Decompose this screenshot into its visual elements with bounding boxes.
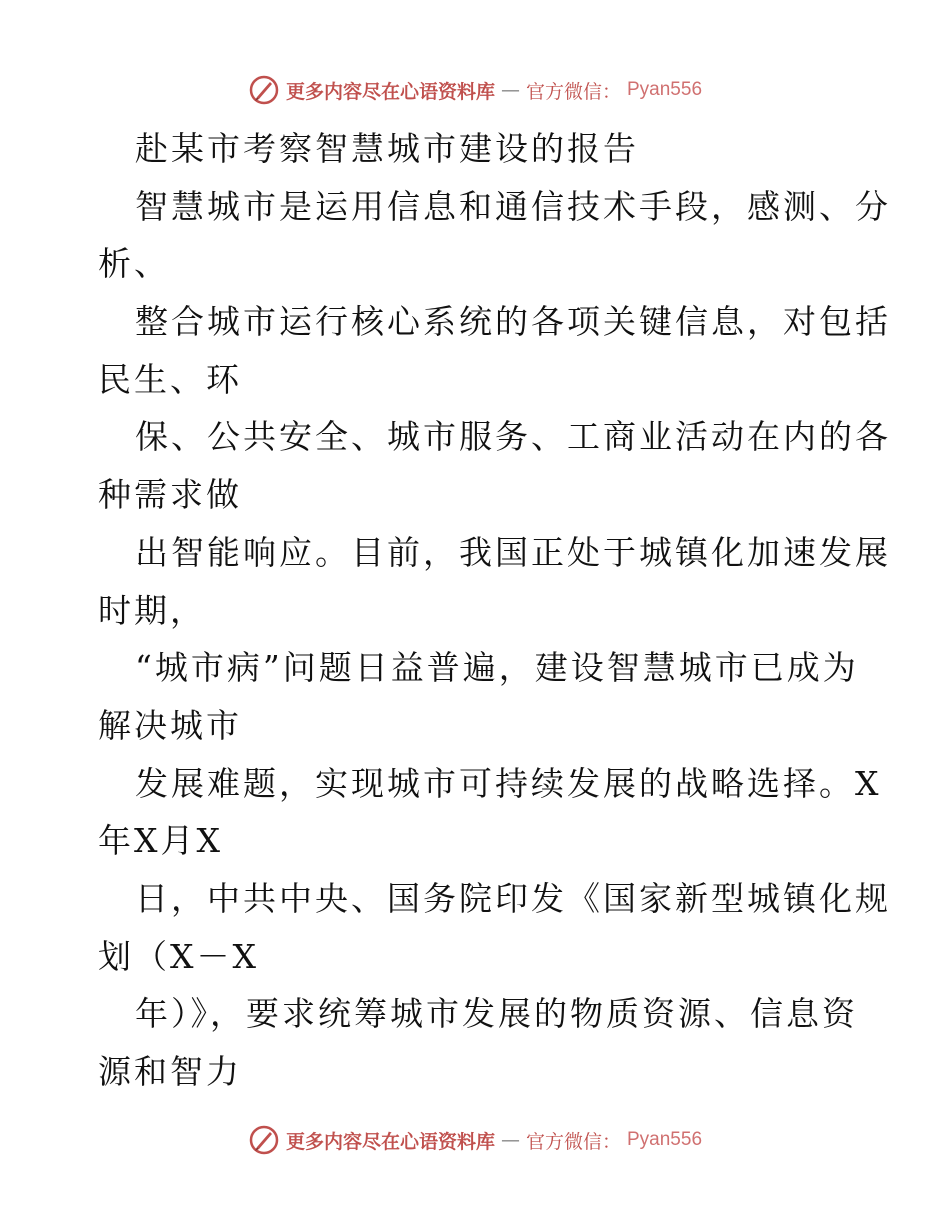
text-line-14: 划（X－X [98,936,259,976]
header-banner-dash: — [500,79,520,101]
text-line-1: 智慧城市是运用信息和通信技术手段，感测、分 [135,186,891,226]
text-line-8: 时期， [98,590,206,630]
text-line-9: “城市病”问题日益普遍，建设智慧城市已成为 [135,648,859,688]
text-line-4: 民生、环 [98,359,242,399]
text-line-7: 出智能响应。目前，我国正处于城镇化加速发展 [135,532,891,572]
footer-banner-main-text: 更多内容尽在心语资料库 [285,1130,495,1153]
footer-banner-content [248,1124,702,1156]
text-line-6: 种需求做 [98,475,242,515]
text-line-12: 年X月X [98,821,223,861]
text-line-16: 源和智力 [98,1052,242,1091]
document-body [98,120,891,1101]
quill-pen-icon [248,1124,280,1156]
text-line-2: 析、 [98,244,170,284]
document-title: 赴某市考察智慧城市建设的报告 [135,129,639,168]
quill-pen-icon [248,74,280,106]
text-line-11: 发展难题，实现城市可持续发展的战略选择。X [135,763,882,803]
text-line-10: 解决城市 [98,705,242,745]
header-banner-wechat-label: 官方微信： [525,80,621,103]
text-line-15: 年）》，要求统筹城市发展的物质资源、信息资 [135,994,858,1034]
header-banner-content [248,74,702,106]
header-banner-wechat-id: Pyan556 [627,79,703,100]
footer-banner-wechat-id: Pyan556 [627,1129,703,1150]
footer-banner-dash: — [500,1129,520,1151]
header-banner-main-text: 更多内容尽在心语资料库 [285,80,495,103]
text-line-13: 日，中共中央、国务院印发《国家新型城镇化规 [135,878,891,918]
text-line-5: 保、公共安全、城市服务、工商业活动在内的各 [135,417,891,457]
footer-banner [0,1118,950,1162]
header-banner [0,68,950,112]
text-line-3: 整合城市运行核心系统的各项关键信息，对包括 [135,302,891,342]
footer-banner-wechat-label: 官方微信： [525,1130,621,1153]
